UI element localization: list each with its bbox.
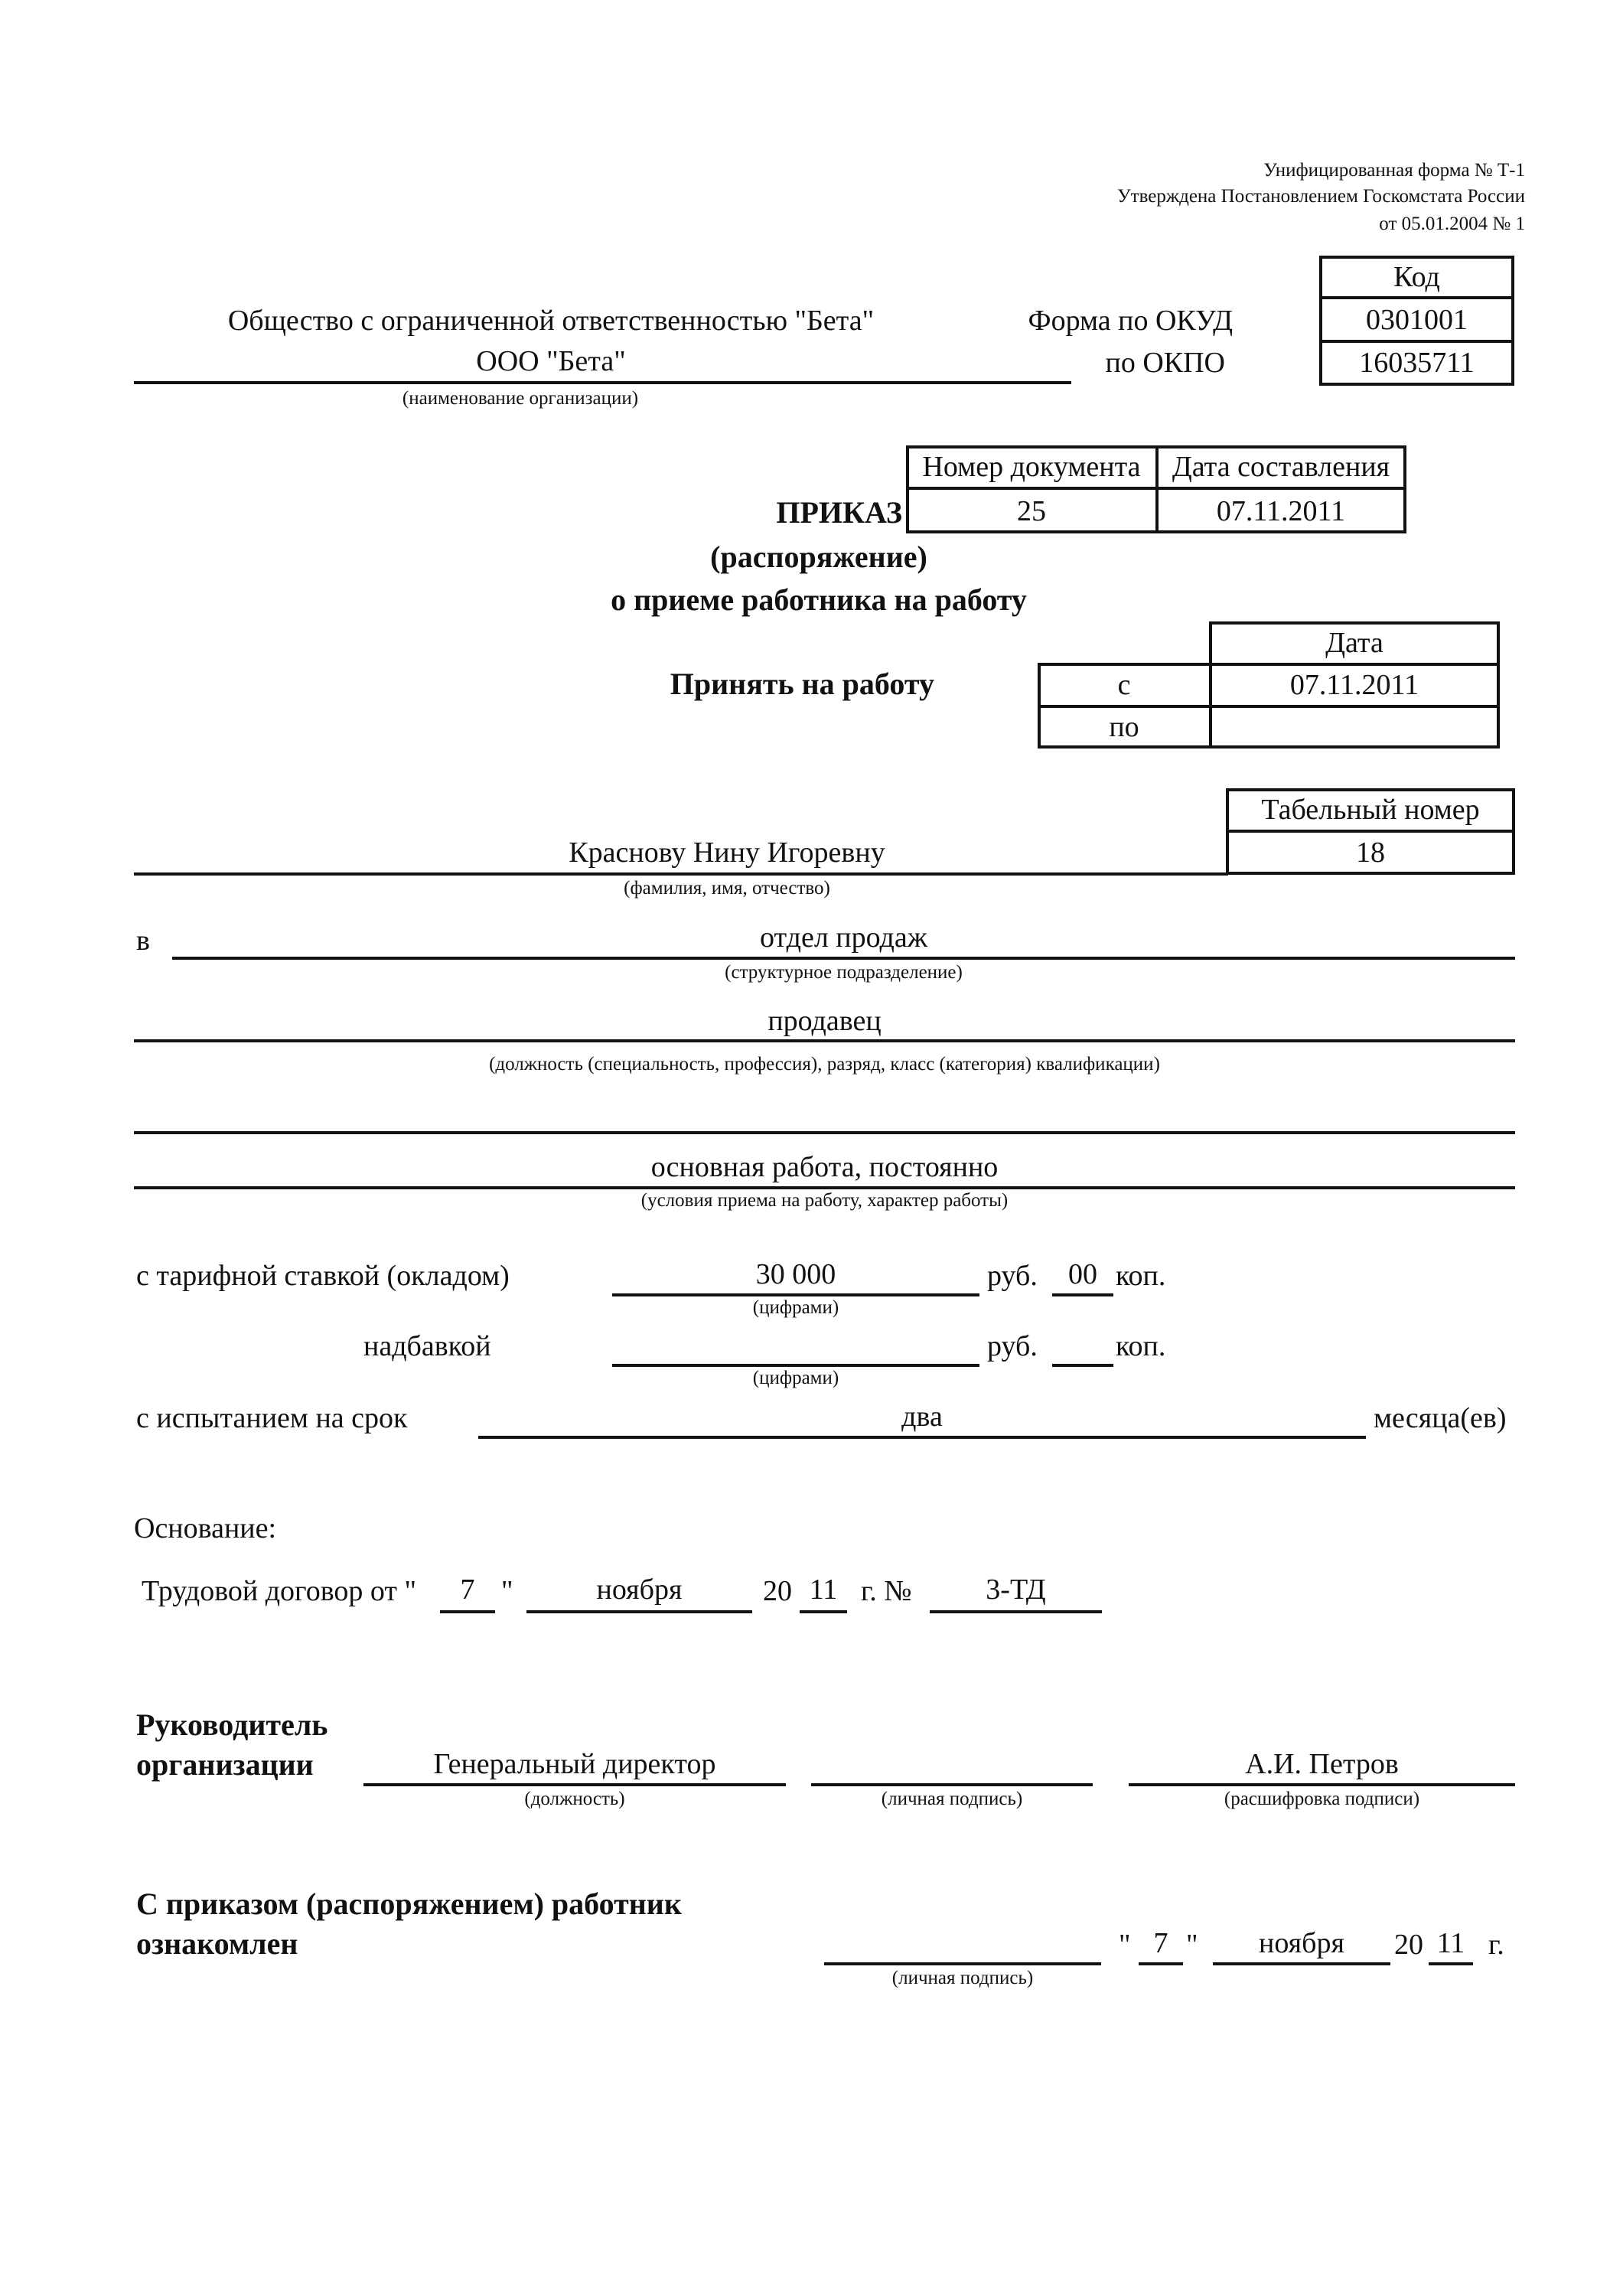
basis-year-underline bbox=[800, 1610, 847, 1613]
conditions-value: основная работа, постоянно bbox=[650, 1151, 999, 1183]
bonus-kop-underline bbox=[1052, 1364, 1113, 1367]
position-underline bbox=[134, 1039, 1515, 1042]
head-name: А.И. Петров bbox=[1245, 1748, 1399, 1780]
tab-number-value: 18 bbox=[1356, 837, 1385, 869]
probation-underline bbox=[478, 1436, 1366, 1439]
ack-signature-caption: (личная подпись) bbox=[891, 1968, 1034, 1988]
bonus-kop-label: коп. bbox=[1116, 1330, 1166, 1362]
doc-date-value: 07.11.2011 bbox=[1216, 494, 1346, 527]
salary-rate-label: с тарифной ставкой (окладом) bbox=[136, 1260, 510, 1292]
probation-value: два bbox=[901, 1401, 943, 1433]
ack-year-suffix: 11 bbox=[1436, 1927, 1465, 1959]
bonus-label: надбавкой bbox=[363, 1330, 491, 1362]
probation-unit: месяца(ев) bbox=[1374, 1402, 1507, 1434]
org-short-name: ООО "Бета" bbox=[476, 345, 626, 377]
tab-number-header: Табельный номер bbox=[1261, 794, 1480, 826]
salary-rate-underline bbox=[612, 1293, 979, 1296]
ack-quote-open: " bbox=[1119, 1929, 1131, 1961]
ack-year-prefix: 20 bbox=[1394, 1929, 1423, 1961]
doc-title: ПРИКАЗ bbox=[776, 495, 902, 530]
doc-date-header: Дата составления bbox=[1172, 451, 1390, 483]
basis-year-suffix: 11 bbox=[809, 1574, 838, 1606]
head-position-underline bbox=[363, 1783, 786, 1786]
basis-contract-number: 3-ТД bbox=[986, 1574, 1046, 1606]
head-signature-caption: (личная подпись) bbox=[881, 1789, 1023, 1809]
employee-name: Краснову Нину Игоревну bbox=[569, 837, 885, 869]
ack-month: ноября bbox=[1259, 1927, 1344, 1959]
bonus-rub-label: руб. bbox=[987, 1330, 1038, 1362]
head-position-caption: (должность) bbox=[524, 1789, 625, 1809]
codes-title: Код bbox=[1393, 261, 1440, 293]
ack-day: 7 bbox=[1153, 1927, 1168, 1959]
conditions-caption: (условия приема на работу, характер работы) bbox=[640, 1190, 1009, 1211]
position-caption: (должность (специальность, профессия), разряд, класс (категория) квалификации) bbox=[489, 1054, 1160, 1075]
hire-to-label: по bbox=[1109, 710, 1139, 743]
basis-number-underline bbox=[930, 1610, 1102, 1613]
ack-day-underline bbox=[1139, 1962, 1183, 1965]
department-underline bbox=[172, 957, 1515, 960]
org-underline bbox=[134, 381, 1071, 384]
department-caption: (структурное подразделение) bbox=[725, 962, 963, 983]
salary-kop-underline bbox=[1052, 1293, 1113, 1296]
employee-name-underline bbox=[134, 872, 1228, 876]
ack-month-underline bbox=[1213, 1962, 1390, 1965]
ack-year-label: г. bbox=[1488, 1929, 1504, 1961]
basis-year-prefix: 20 bbox=[763, 1575, 792, 1607]
doc-subtitle-2: о приеме работника на работу bbox=[611, 582, 1027, 617]
basis-quote-close: " bbox=[501, 1575, 513, 1607]
department-value: отдел продаж bbox=[760, 921, 927, 954]
salary-rub-label: руб. bbox=[987, 1260, 1038, 1292]
okpo-value: 16035711 bbox=[1359, 346, 1475, 379]
position-extra-line bbox=[134, 1131, 1515, 1134]
okpo-label: по ОКПО bbox=[1105, 347, 1225, 379]
okud-value: 0301001 bbox=[1366, 303, 1468, 336]
head-label-2: организации bbox=[136, 1747, 314, 1782]
salary-kop-label: коп. bbox=[1116, 1260, 1166, 1292]
org-caption: (наименование организации) bbox=[402, 388, 639, 409]
hire-from-value: 07.11.2011 bbox=[1289, 668, 1419, 701]
salary-rate-value: 30 000 bbox=[755, 1258, 836, 1290]
basis-label: Основание: bbox=[134, 1512, 277, 1544]
ack-year-underline bbox=[1429, 1962, 1473, 1965]
head-signature-line bbox=[811, 1783, 1093, 1786]
salary-digits-caption: (цифрами) bbox=[752, 1297, 839, 1318]
position-value: продавец bbox=[768, 1005, 882, 1037]
ack-signature-line bbox=[824, 1962, 1101, 1965]
head-name-underline bbox=[1129, 1783, 1515, 1786]
bonus-underline bbox=[612, 1364, 979, 1367]
doc-subtitle-1: (распоряжение) bbox=[710, 540, 927, 574]
hire-to-value bbox=[1211, 706, 1498, 747]
form-header-line1: Унифицированная форма № Т-1 bbox=[1263, 160, 1525, 181]
head-position: Генеральный директор bbox=[433, 1748, 716, 1780]
hire-table-mask bbox=[1035, 620, 1212, 664]
ack-label-2: ознакомлен bbox=[136, 1926, 298, 1961]
probation-label: с испытанием на срок bbox=[136, 1402, 408, 1434]
doc-number-header: Номер документа bbox=[922, 451, 1141, 483]
form-header-line3: от 05.01.2004 № 1 bbox=[1379, 214, 1525, 234]
hire-date-header: Дата bbox=[1325, 627, 1383, 659]
head-label-1: Руководитель bbox=[136, 1707, 328, 1742]
ack-label-1: С приказом (распоряжением) работник bbox=[136, 1887, 682, 1921]
employee-name-caption: (фамилия, имя, отчество) bbox=[624, 878, 830, 899]
basis-day-underline bbox=[440, 1610, 495, 1613]
form-header-line2: Утверждена Постановлением Госкомстата России bbox=[1116, 186, 1525, 207]
hire-from-label: с bbox=[1117, 668, 1131, 701]
head-name-caption: (расшифровка подписи) bbox=[1224, 1789, 1420, 1809]
department-in-label: в bbox=[136, 925, 150, 957]
ack-quote-close: " bbox=[1186, 1929, 1198, 1961]
doc-number-value: 25 bbox=[1017, 494, 1046, 527]
basis-contract-label: Трудовой договор от " bbox=[142, 1575, 416, 1607]
okud-label: Форма по ОКУД bbox=[1028, 305, 1233, 337]
basis-year-label: г. № bbox=[861, 1575, 912, 1607]
salary-kop-value: 00 bbox=[1068, 1258, 1097, 1290]
basis-day: 7 bbox=[460, 1574, 475, 1606]
bonus-digits-caption: (цифрами) bbox=[752, 1368, 839, 1388]
conditions-underline bbox=[134, 1186, 1515, 1189]
basis-month: ноября bbox=[596, 1574, 683, 1606]
org-full-name: Общество с ограниченной ответственностью "Бета" bbox=[227, 305, 875, 337]
basis-month-underline bbox=[526, 1610, 752, 1613]
hire-label: Принять на работу bbox=[670, 667, 934, 701]
